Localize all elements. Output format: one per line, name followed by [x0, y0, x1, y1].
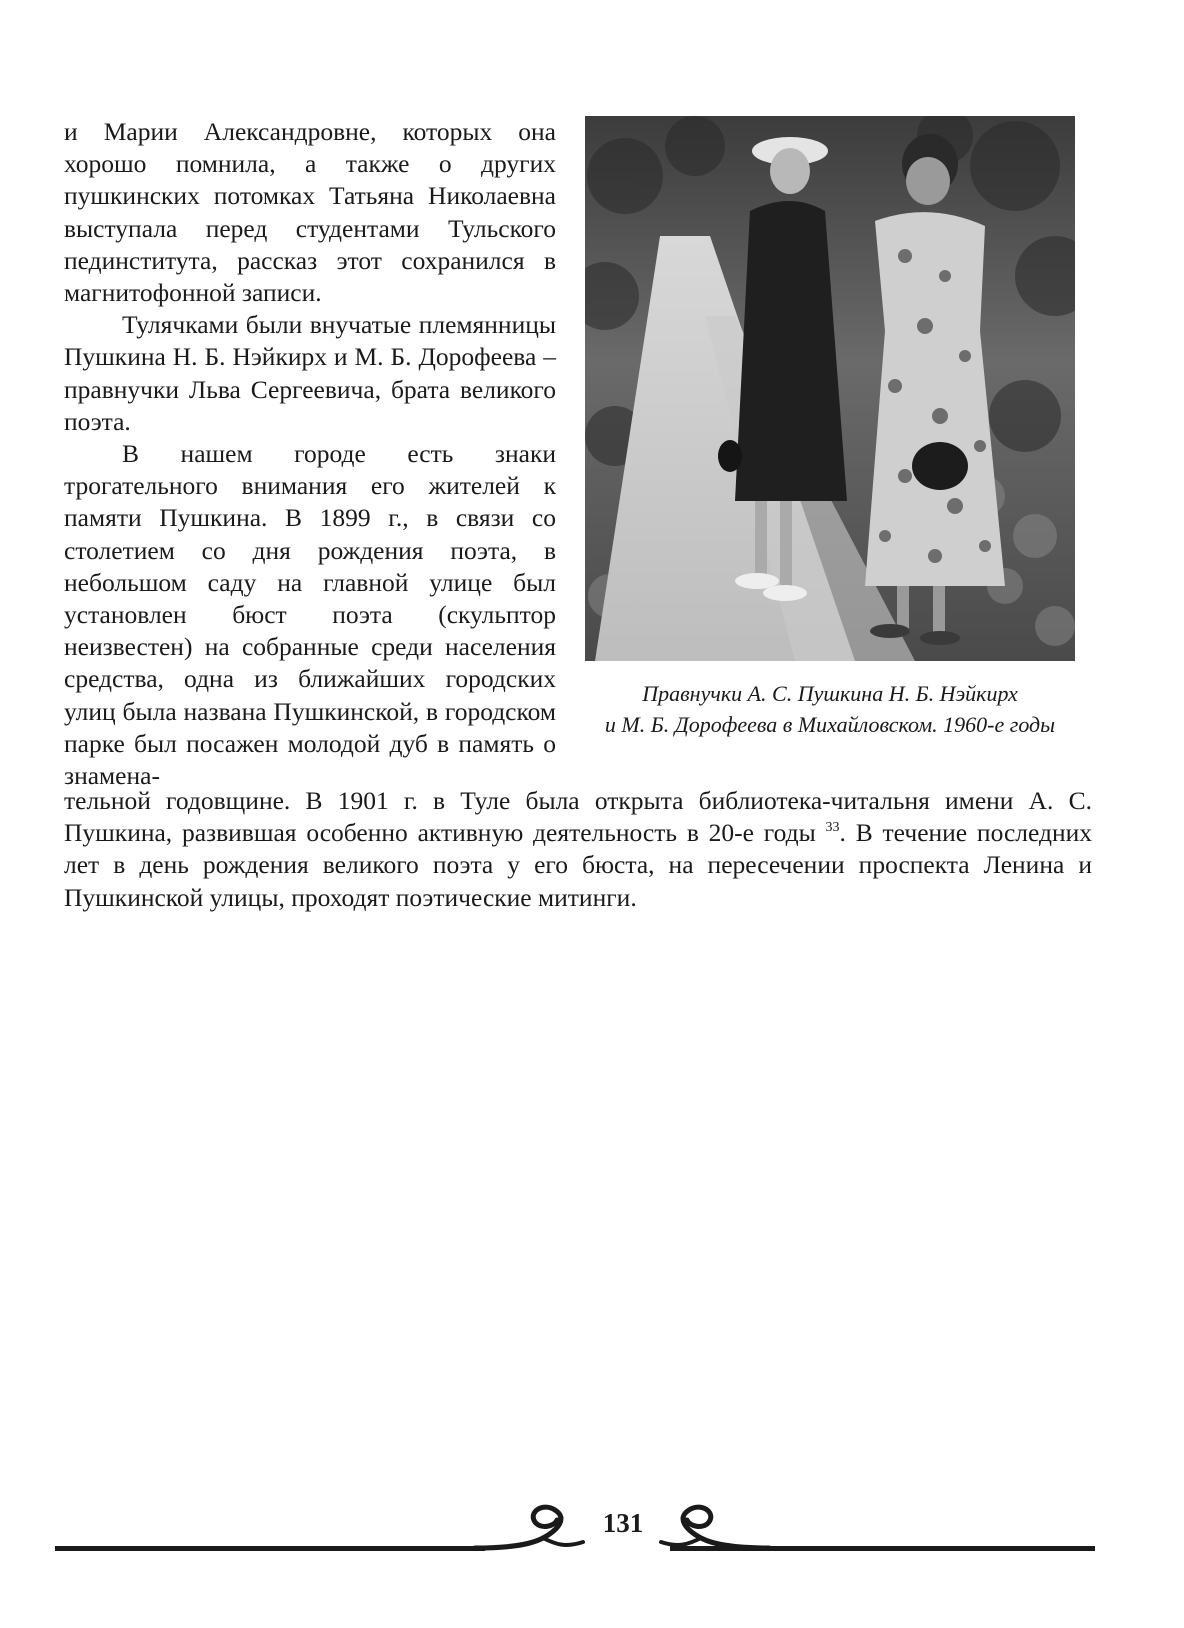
page-footer: [55, 1498, 1095, 1558]
footnote-reference: 33: [825, 820, 840, 836]
caption-line-2: и М. Б. Дорофеева в Михайловском. 1960-е годы: [604, 712, 1056, 737]
caption-line-1: Правнучки А. С. Пушкина Н. Б. Нэйкирх: [642, 681, 1018, 706]
text-after-footnote: . В течение последних лет в день рождения великого поэта у его бюста, на пересечении проспекта Ленина и Пушкинской улицы, проходят поэтические митинги.: [64, 818, 1093, 912]
text-before-footnote: тельной годовщине. В 1901 г. в Туле была открыта библиотека-читальня имени А. С. Пушкина, развившая особенно активную деятельность в 20-е годы: [64, 786, 1092, 848]
left-text-column: [64, 116, 556, 792]
paragraph-3: В нашем городе есть знаки трогательного внимания его жителей к памяти Пушкина. В 1899 г., в связи со столетием со дня рождения поэта, в небольшом саду на главной улице был установлен бюст поэта (скульптор неизвестен) на собранные среди населения средства, одна из ближайших городских улиц была названа Пушкинской, в городском парке был посажен молодой дуб в память о знамена-: [64, 439, 556, 791]
scroll-ornament-right-icon: [651, 1498, 771, 1558]
footer-rule-left: [55, 1546, 485, 1551]
paragraph-2: Тулячками были внучатые племянницы Пушкина Н. Б. Нэйкирх и М. Б. Дорофеева – правнучки Льва Сергеевича, брата великого поэта.: [64, 310, 556, 436]
photograph: [585, 116, 1075, 661]
full-width-paragraph: [64, 785, 1092, 914]
paragraph-1: и Марии Александровне, которых она хорошо помнила, а также о других пушкинских потомках Татьяна Николаевна выступала перед студентами Тульского пединститута, рассказ этот сохранился в магнитофонной записи.: [64, 117, 556, 308]
photo-caption: [560, 678, 1100, 740]
paragraph-continuation: [64, 785, 1092, 914]
page-number: 131: [602, 1508, 644, 1538]
scroll-ornament-left-icon: [473, 1498, 593, 1558]
